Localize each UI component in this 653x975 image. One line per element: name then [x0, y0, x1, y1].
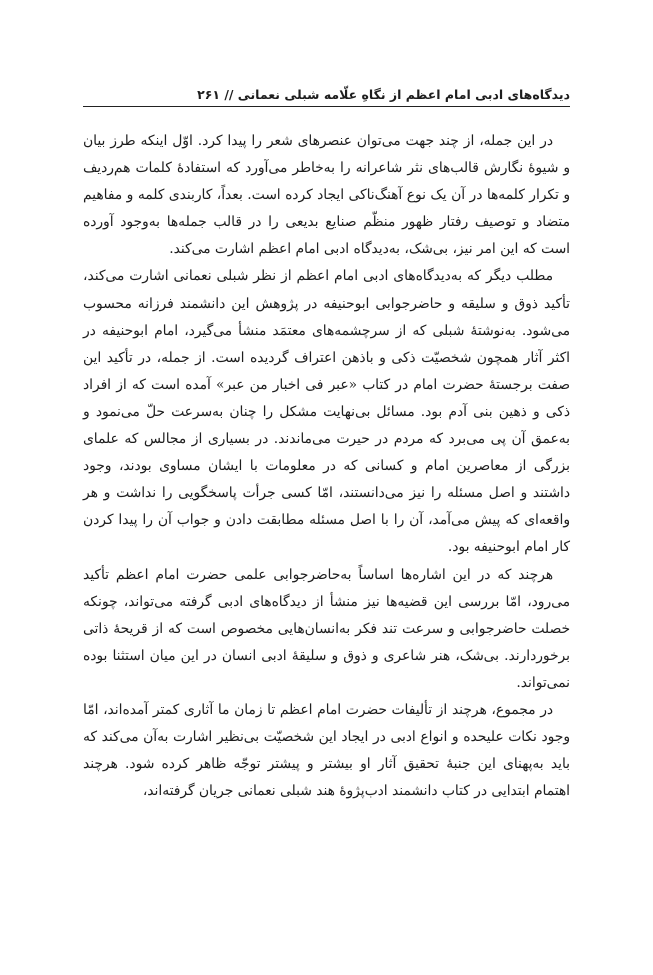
paragraph-1: در این جمله، از چند جهت می‌توان عنصرهای شعر را پیدا کرد. اوّل اینکه طرز بیان و شیوهٔ نگارش قالب‌های نثر شاعرانه را به‌خاطر می‌آورد که استفادهٔ کلمات هم‌ردیف و تکرار کلمه‌ها در آن یک نوع آهنگ‌ناکی ایجاد کرده است. بعداً، کاربندی کلمه و مفاهیم متضاد و توصیف رفتار ظهور منظّم صنایع بدیعی را در قالب جمله‌ها به‌وجود آورده است که این امر نیز، بی‌شک، به‌دیدگاه ادبی امام اعظم اشارت می‌کند. — [83, 133, 570, 258]
header-rule — [83, 106, 570, 107]
paragraph-2: مطلب دیگر که به‌دیدگاه‌های ادبی امام اعظم از نظر شبلی نعمانی اشارت می‌کند، تأکید ذوق و سلیقه و حاضرجوابی ابوحنیفه در پژوهش این دانشمند فرزانه محسوب می‌شود. به‌نوشتهٔ شبلی که از سرچشمه‌های معتمَد منشأ می‌گیرد، امام ابوحنیفه در اکثر آثار همچون شخصیّت ذکی و باذهن اعتراف گردیده است. از جمله، در تأکید این صفت برجستهٔ حضرت امام در کتاب «عبر فی اخبار من عبر» آمده است که از افراد ذکی و ذهین بنی آدم بود. مسائل بی‌نهایت مشکل را چنان به‌سرعت حلّ می‌نمود و به‌عمق آن پی می‌برد که مردم در حیرت می‌ماندند. در بسیاری از مجالس که علمای بزرگی از معاصرین امام و کسانی که در معلومات با ایشان مساوی بودند، وجود داشتند و اصل مسئله را نیز می‌دانستند، امّا کسی جرأت پاسخگویی را نداشت و هر واقعه‌ای که پیش می‌آمد، آن را با اصل مسئله مطابقت دادن و جواب آن را پیدا کردن کار امام ابوحنیفه بود. — [83, 268, 570, 556]
paragraph-4: در مجموع، هرچند از تألیفات حضرت امام اعظم تا زمان ما آثاری کمتر آمده‌اند، امّا وجود نکات علیحده و انواع ادبی در ایجاد این شخصیّت بی‌نظیر اشارت به‌آن می‌کند که باید به‌پهنای این جنبهٔ تحقیق آثار او بیشتر و پیشتر توجّه ظاهر کرده شود. هرچند اهتمام ابتدایی در کتاب دانشمند ادب‌پژوهٔ هند شبلی نعمانی جریان گرفته‌اند، — [83, 701, 570, 800]
paragraph-3: هرچند که در این اشاره‌ها اساساً به‌حاضرجوابی علمی حضرت امام اعظم تأکید می‌رود، امّا بررسی این قضیه‌ها نیز منشأ از دیدگاه‌های ادبی گرفته می‌تواند، چونکه خصلت حاضرجوابی و سرعت تند فکر به‌انسان‌هایی مخصوص است که از قریحهٔ ذاتی برخوردارند. بی‌شک، هنر شاعری و ذوق و سلیقهٔ ادبی انسان در این میان استثنا بوده نمی‌تواند. — [83, 566, 570, 691]
running-head: دیدگاه‌های ادبی امام اعظم از نگاهِ علّامه شبلی نعمانی // ۲۶۱ — [197, 87, 570, 102]
body-text — [83, 128, 570, 955]
